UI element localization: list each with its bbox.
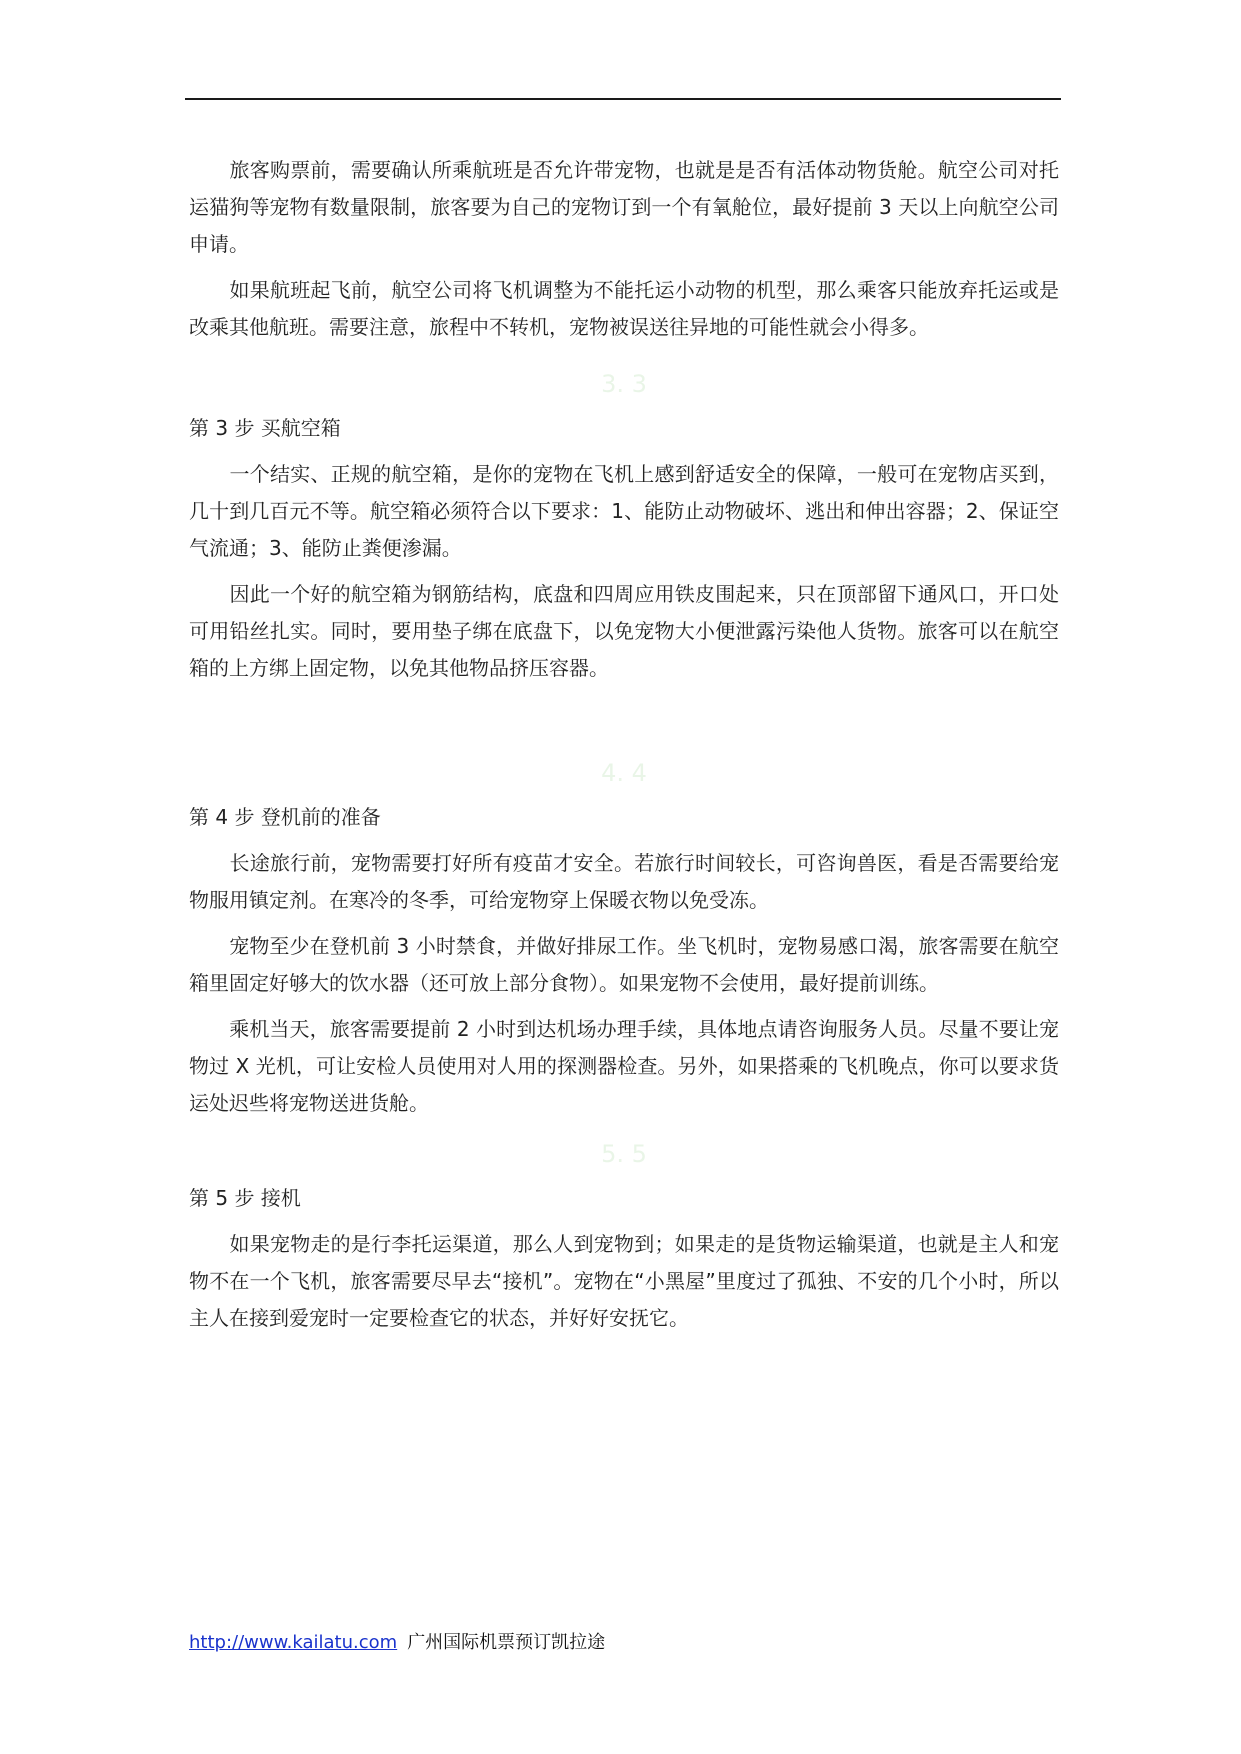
footer-website-link[interactable]: http://www.kailatu.com [189,1632,398,1653]
step-4-title: 第 4 步 登机前的准备 [189,805,381,829]
step-4-paragraph-3: 乘机当天，旅客需要提前 2 小时到达机场办理手续，具体地点请咨询服务人员。尽量不要让宠物过 X 光机，可让安检人员使用对人用的探测器检查。另外，如果搭乘的飞机晚点，你可以要求货运处迟些将宠物送进货舱。 [189,1017,1059,1115]
step-5-number: 5. 5 [601,1140,647,1168]
page-footer [189,1630,605,1656]
step-5-title: 第 5 步 接机 [189,1186,301,1210]
step-3-number: 3. 3 [601,370,647,398]
header-rule [185,98,1061,100]
step-4-number: 4. 4 [601,759,647,787]
footer-site-name: 广州国际机票预订凯拉途 [407,1632,606,1653]
step-3-paragraph-1: 一个结实、正规的航空箱，是你的宠物在飞机上感到舒适安全的保障，一般可在宠物店买到，几十到几百元不等。航空箱必须符合以下要求：1、能防止动物破坏、逃出和伸出容器；2、保证空气流通；3、能防止粪便渗漏。 [189,462,1059,560]
step-3-title: 第 3 步 买航空箱 [189,416,341,440]
step-4-paragraph-1: 长途旅行前，宠物需要打好所有疫苗才安全。若旅行时间较长，可咨询兽医，看是否需要给宠物服用镇定剂。在寒冷的冬季，可给宠物穿上保暖衣物以免受冻。 [189,851,1059,912]
document-body [189,152,1059,1337]
intro-paragraph-2: 如果航班起飞前，航空公司将飞机调整为不能托运小动物的机型，那么乘客只能放弃托运或是改乘其他航班。需要注意，旅程中不转机，宠物被误送往异地的可能性就会小得多。 [189,278,1059,339]
step-3-paragraph-2: 因此一个好的航空箱为钢筋结构，底盘和四周应用铁皮围起来，只在顶部留下通风口，开口处可用铅丝扎实。同时，要用垫子绑在底盘下，以免宠物大小便泄露污染他人货物。旅客可以在航空箱的上方绑上固定物，以免其他物品挤压容器。 [189,582,1059,680]
step-5-paragraph-1: 如果宠物走的是行李托运渠道，那么人到宠物到；如果走的是货物运输渠道，也就是主人和宠物不在一个飞机，旅客需要尽早去“接机”。宠物在“小黑屋”里度过了孤独、不安的几个小时，所以主人在接到爱宠时一定要检查它的状态，并好好安抚它。 [189,1232,1059,1330]
step-4-paragraph-2: 宠物至少在登机前 3 小时禁食，并做好排尿工作。坐飞机时，宠物易感口渴，旅客需要在航空箱里固定好够大的饮水器（还可放上部分食物）。如果宠物不会使用，最好提前训练。 [189,934,1059,995]
intro-paragraph-1: 旅客购票前，需要确认所乘航班是否允许带宠物，也就是是否有活体动物货舱。航空公司对托运猫狗等宠物有数量限制，旅客要为自己的宠物订到一个有氧舱位，最好提前 3 天以上向航空公司申请。 [189,158,1059,256]
